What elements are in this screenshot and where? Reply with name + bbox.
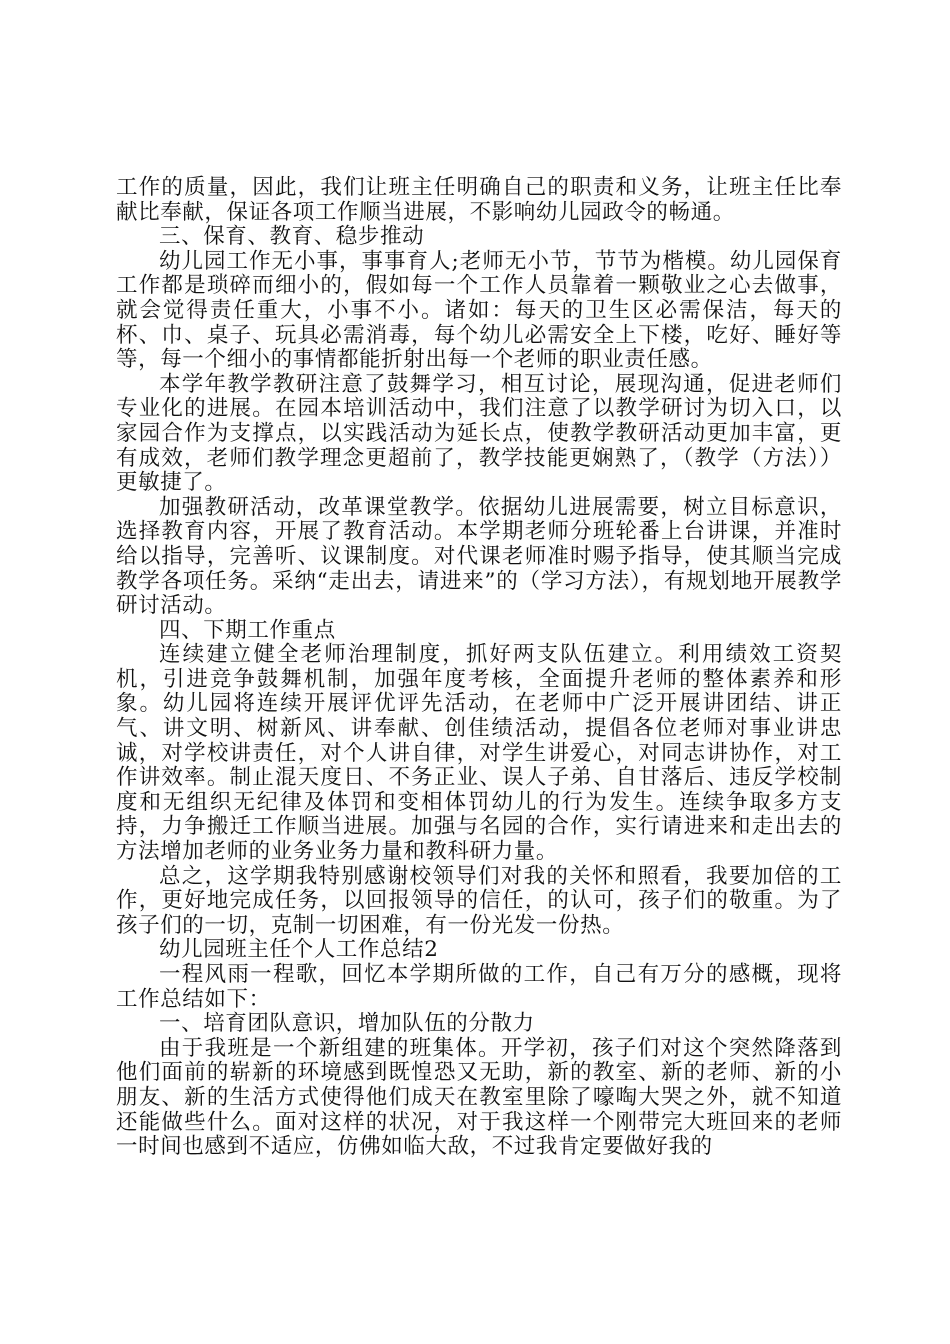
paragraph-continuation: 工作的质量，因此，我们让班主任明确自己的职责和义务，让班主任比奉献比奉献，保证各项工作顺当进展，不影响幼儿园政令的畅通。	[116, 175, 842, 225]
paragraph: 本学年教学教研注意了鼓舞学习，相互讨论，展现沟通，促进老师们专业化的进展。在园本培训活动中，我们注意了以教学研讨为切入口，以家园合作为支撑点，以实践活动为延长点，使教学教研活动更加丰富，更有成效，老师们教学理念更超前了，教学技能更娴熟了，（教学（方法））更敏捷了。	[116, 371, 842, 496]
section-heading-1: 一、培育团队意识，增加队伍的分散力	[159, 1011, 535, 1037]
document-subtitle: 幼儿园班主任个人工作总结2	[159, 937, 439, 963]
paragraph: 加强教研活动，改革课堂教学。依据幼儿进展需要，树立目标意识，选择教育内容，开展了教育活动。本学期老师分班轮番上台讲课，并准时给以指导，完善听、议课制度。对代课老师准时赐予指导，使其顺当完成教学各项任务。采纳“走出去，请进来”的（学习方法），有规划地开展教学研讨活动。	[116, 494, 842, 619]
paragraph: 由于我班是一个新组建的班集体。开学初，孩子们对这个突然降落到他们面前的崭新的环境感到既惶恐又无助，新的教室、新的老师、新的小朋友、新的生活方式使得他们成天在教室里除了嚎啕大哭之外，就不知道还能做些什么。面对这样的状况，对于我这样一个刚带完大班回来的老师一时间也感到不适应，仿佛如临大敌，不过我肯定要做好我的	[116, 1035, 842, 1160]
document-page	[116, 176, 842, 1160]
section-heading-3: 三、保育、教育、稳步推动	[159, 224, 425, 250]
paragraph: 总之，这学期我特别感谢校领导们对我的关怀和照看，我要加倍的工作，更好地完成任务，以回报领导的信任，的认可，孩子们的敬重。为了孩子们的一切，克制一切困难，有一份光发一份热。	[116, 863, 842, 938]
paragraph: 幼儿园工作无小事，事事育人;老师无小节，节节为楷模。幼儿园保育工作都是琐碎而细小的，假如每一个工作人员靠着一颗敬业之心去做事，就会觉得责任重大，小事不小。诸如：每天的卫生区必需保洁，每天的杯、巾、桌子、玩具必需消毒，每个幼儿必需安全上下楼，吃好、睡好等等，每一个细小的事情都能折射出每一个老师的职业责任感。	[116, 248, 842, 373]
section-heading-4: 四、下期工作重点	[159, 617, 336, 643]
paragraph: 一程风雨一程歌，回忆本学期所做的工作，自己有万分的感概，现将工作总结如下：	[116, 962, 842, 1012]
paragraph: 连续建立健全老师治理制度，抓好两支队伍建立。利用绩效工资契机，引进竞争鼓舞机制，加强年度考核，全面提升老师的整体素养和形象。幼儿园将连续开展评优评先活动，在老师中广泛开展讲团结、讲正气、讲文明、树新风、讲奉献、创佳绩活动，提倡各位老师对事业讲忠诚，对学校讲责任，对个人讲自律，对学生讲爱心，对同志讲协作，对工作讲效率。制止混天度日、不务正业、误人子弟、自甘落后、违反学校制度和无组织无纪律及体罚和变相体罚幼儿的行为发生。连续争取多方支持，力争搬迁工作顺当进展。加强与名园的合作，实行请进来和走出去的方法增加老师的业务业务力量和教科研力量。	[116, 642, 842, 865]
